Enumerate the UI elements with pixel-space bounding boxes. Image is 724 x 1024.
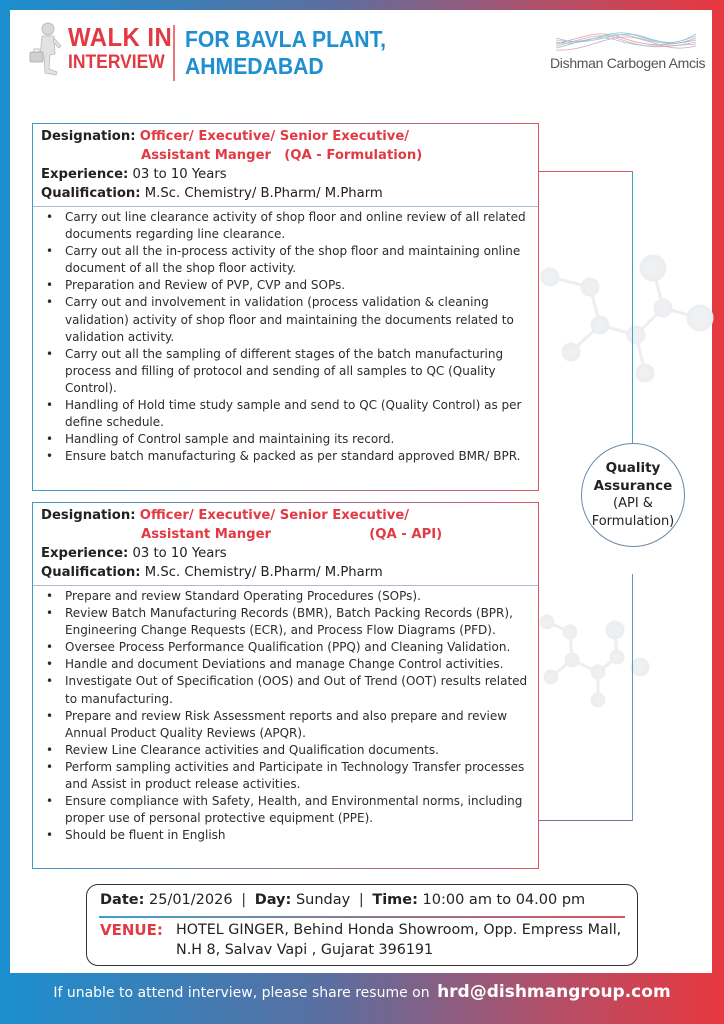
designation-roles: Officer/ Executive/ Senior Executive/	[139, 508, 410, 523]
duty-item: • Ensure compliance with Safety, Health, and Environmental norms, including proper use of personal protective equipment (PPE).	[41, 793, 530, 827]
duty-item: • Preparation and Review of PVP, CVP and SOPs.	[41, 277, 530, 294]
designation-role-2: Assistant Manger	[141, 148, 272, 163]
duty-item: • Carry out and involvement in validation (process validation & cleaning validation) activity of shop floor and maintaining the documents related to validation activity.	[41, 294, 530, 345]
duties-list	[33, 207, 538, 465]
job-card-qa-formulation	[32, 123, 539, 491]
day-label: Day:	[254, 892, 292, 908]
schedule-row	[100, 890, 585, 910]
qualification-label: Qualification:	[41, 186, 141, 201]
separator: |	[358, 892, 364, 908]
circle-line-1: Quality	[605, 460, 661, 476]
duty-item: • Ensure batch manufacturing & packed as per standard approved BMR/ BPR.	[41, 448, 530, 465]
qualification-row	[41, 184, 530, 203]
qualification-row	[41, 563, 530, 582]
duty-item: • Carry out all the in-process activity of the shop floor and maintaining online document of all the shop floor activity.	[41, 243, 530, 277]
job-summary	[33, 503, 538, 586]
duty-item: • Handle and document Deviations and manage Change Control activities.	[41, 656, 530, 673]
venue-address-line-2: N.H 8, Salvav Vapi , Gujarat 396191	[176, 942, 434, 958]
venue-divider	[99, 916, 625, 918]
footer-note	[0, 982, 724, 1002]
qualification-label: Qualification:	[41, 565, 141, 580]
duty-item: • Prepare and review Standard Operating Procedures (SOPs).	[41, 588, 530, 605]
duty-item: • Prepare and review Risk Assessment reports and also prepare and review Annual Product Quality Reviews (APQR).	[41, 708, 530, 742]
designation-roles: Officer/ Executive/ Senior Executive/	[139, 129, 410, 144]
duty-item: • Investigate Out of Specification (OOS) and Out of Trend (OOT) results related to manufacturing.	[41, 673, 530, 707]
duty-item: • Perform sampling activities and Participate in Technology Transfer processes and Assist in product release activities.	[41, 759, 530, 793]
header-divider	[173, 25, 175, 81]
duty-item: • Handling of Hold time study sample and send to QC (Quality Control) as per define schedule.	[41, 397, 530, 431]
venue-address	[176, 920, 636, 960]
separator: |	[241, 892, 247, 908]
company-logo	[550, 28, 706, 71]
connector-line-bottom	[539, 574, 633, 821]
duty-item: • Review Batch Manufacturing Records (BMR), Batch Packing Records (BPR), Engineering Change Requests (ECR), and Process Flow Diagrams (PFD).	[41, 605, 530, 639]
walk-in-line: WALK IN	[68, 22, 173, 52]
connector-line-top	[539, 171, 633, 450]
experience-value: 03 to 10 Years	[132, 546, 227, 561]
walking-businessman-icon	[28, 22, 64, 78]
date-value: 25/01/2026	[149, 892, 233, 908]
job-card-qa-api	[32, 502, 539, 869]
venue-address-line-1: HOTEL GINGER, Behind Honda Showroom, Opp. Empress Mall,	[176, 922, 622, 938]
designation-row	[41, 127, 530, 146]
job-summary	[33, 124, 538, 207]
experience-row	[41, 544, 530, 563]
circle-line-2: Assurance	[593, 478, 673, 494]
footer-text: If unable to attend interview, please share resume on	[53, 985, 430, 1001]
time-label: Time:	[372, 892, 418, 908]
duty-item: • Carry out line clearance activity of shop floor and online review of all related documents regarding line clearance.	[41, 209, 530, 243]
company-name: Dishman Carbogen Amcis	[550, 55, 706, 71]
experience-value: 03 to 10 Years	[132, 167, 227, 182]
venue-label: VENUE:	[100, 921, 163, 939]
date-label: Date:	[100, 892, 145, 908]
city-line: AHMEDABAD	[185, 53, 324, 79]
experience-row	[41, 165, 530, 184]
designation-row-2	[41, 525, 530, 544]
designation-row-2	[41, 146, 530, 165]
walk-in-interview-title	[68, 24, 181, 72]
interview-line: INTERVIEW	[68, 52, 165, 73]
experience-label: Experience:	[41, 546, 129, 561]
duty-item: • Carry out all the sampling of different stages of the batch manufacturing process and filling of protocol and sending of all samples to QC (Quality Control).	[41, 346, 530, 397]
department-tag: (QA - Formulation)	[284, 148, 423, 163]
duty-item: • Oversee Process Performance Qualification (PPQ) and Cleaning Validation.	[41, 639, 530, 656]
resume-email-link[interactable]: hrd@dishmangroup.com	[437, 982, 671, 1002]
day-value: Sunday	[295, 892, 351, 908]
time-value: 10:00 am to 04.00 pm	[422, 892, 586, 908]
duty-item: • Should be fluent in English	[41, 827, 530, 844]
wave-logo-icon	[556, 28, 696, 54]
circle-line-3: (API &	[613, 496, 653, 511]
qualification-value: M.Sc. Chemistry/ B.Pharm/ M.Pharm	[144, 565, 383, 580]
department-circle	[581, 443, 685, 547]
designation-role-2: Assistant Manger	[141, 527, 272, 542]
designation-label: Designation:	[41, 508, 136, 523]
plant-line: FOR BAVLA PLANT,	[185, 26, 387, 52]
duties-list	[33, 586, 538, 844]
designation-row	[41, 506, 530, 525]
qualification-value: M.Sc. Chemistry/ B.Pharm/ M.Pharm	[144, 186, 383, 201]
duty-item: • Handling of Control sample and maintaining its record.	[41, 431, 530, 448]
schedule-venue-box	[86, 884, 638, 966]
duty-item: • Review Line Clearance activities and Qualification documents.	[41, 742, 530, 759]
experience-label: Experience:	[41, 167, 129, 182]
plant-location-title	[185, 26, 386, 80]
circle-line-4: Formulation)	[591, 514, 675, 529]
department-tag: (QA - API)	[369, 527, 443, 542]
designation-label: Designation:	[41, 129, 136, 144]
